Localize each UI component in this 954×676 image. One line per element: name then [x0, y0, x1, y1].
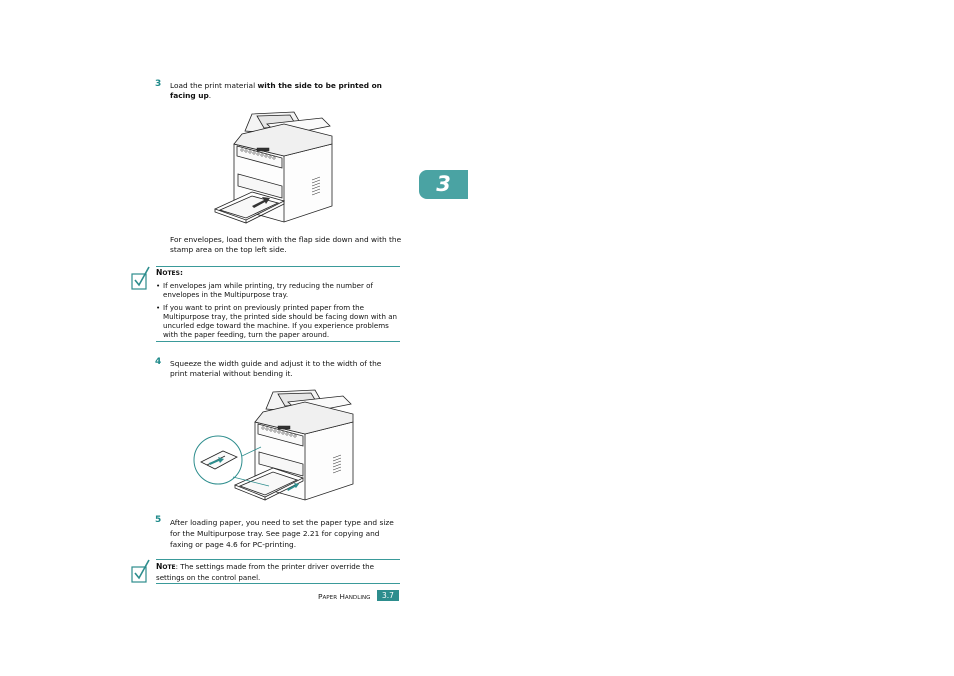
note-head-small: OTE: [162, 564, 176, 571]
page-number: 3.7: [377, 590, 399, 601]
step-4-number: 4: [155, 357, 162, 367]
printer-width-guide-illustration: [193, 383, 355, 508]
step-3-plain: Load the print material: [170, 81, 258, 90]
note-pencil-icon: [129, 265, 151, 291]
note-top-rule: [156, 559, 400, 560]
chapter-tab: [419, 170, 468, 199]
notes-item: • If you want to print on previously printed paper from the Multipurpose tray, the printed side should be facing down with an uncurled edge toward the machine. If you experience problems with the paper feeding, turn the paper around.: [156, 302, 398, 340]
step-3-number: 3: [155, 79, 162, 89]
step-5-text: After loading paper, you need to set the paper type and size for the Multipurpose tray. See page 2.21 for copying and faxing or page 4.6 for PC-printing.: [170, 518, 394, 549]
step-4-text: Squeeze the width guide and adjust it to the width of the print material without bending it.: [170, 359, 382, 378]
note-pencil-icon: [129, 558, 151, 584]
note-bottom-rule: [156, 583, 400, 584]
envelope-instruction: For envelopes, load them with the flap side down and with the stamp area on the top left side.: [170, 235, 402, 254]
footer-section-title: PAPER HANDLING: [318, 592, 371, 601]
notes-list: [156, 281, 400, 343]
note-body: : The settings made from the printer driver override the settings on the control panel.: [156, 562, 375, 582]
notes-item: • If envelopes jam while printing, try reducing the number of envelopes in the Multipurpose tray.: [156, 281, 373, 300]
note-text: [156, 562, 400, 582]
notes-heading: NOTES:: [156, 268, 183, 277]
step-3-end: .: [208, 91, 212, 100]
step-3-text: [170, 81, 400, 101]
note-head-big: N: [156, 562, 163, 571]
chapter-number: 3: [436, 172, 451, 196]
step-5-number: 5: [155, 515, 162, 525]
step-3-bold: with the side to be printed on facing up: [170, 81, 382, 100]
notes-bottom-rule: [156, 341, 400, 342]
printer-paper-loading-illustration: [212, 106, 337, 226]
notes-top-rule: [156, 266, 400, 267]
